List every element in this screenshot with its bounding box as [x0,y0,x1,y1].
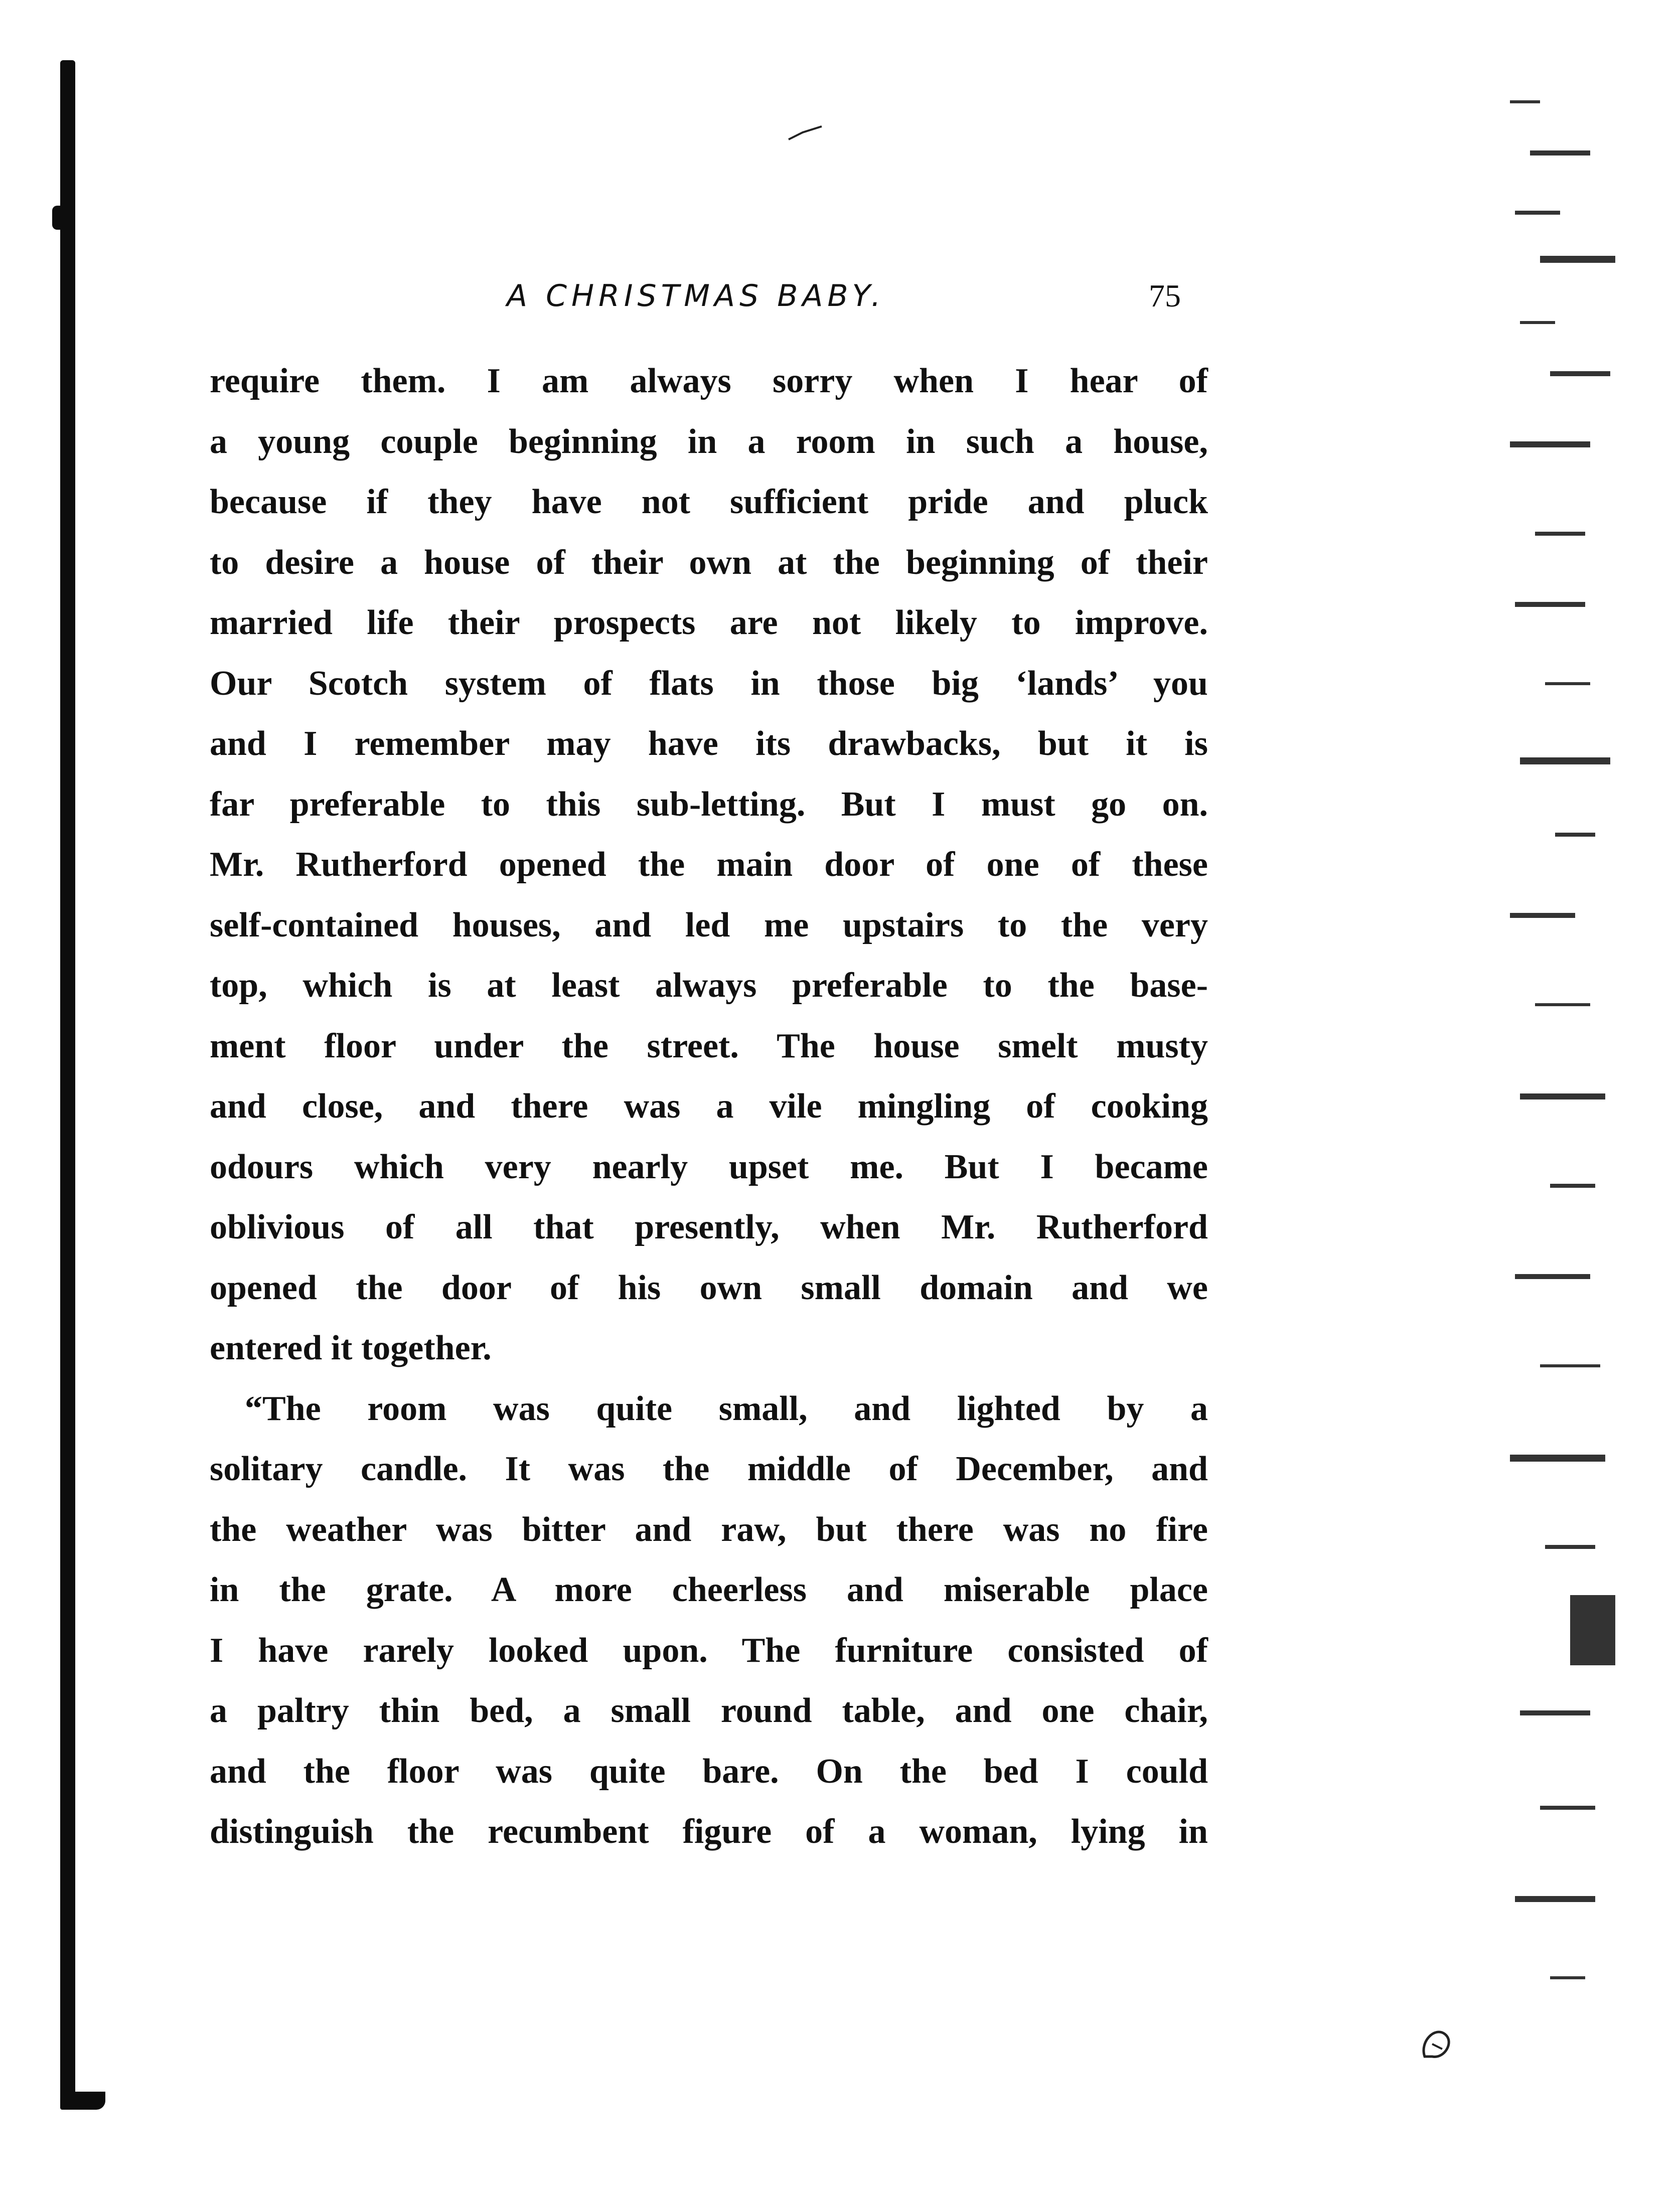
body-text [210,351,1208,1862]
corner-ornament-icon [1415,2021,1460,2067]
scan-edge-noise [1500,90,1635,2036]
text-line: distinguish the recumbent figure of a woman, lying in [210,1812,1208,1851]
text-line: the weather was bitter and raw, but there was no fire [210,1510,1208,1549]
text-line: a paltry thin bed, a small round table, and one chair, [210,1691,1208,1730]
text-line: Our Scotch system of flats in those big ‘lands’ you [210,664,1208,703]
running-header [0,273,1680,334]
text-line: I have rarely looked upon. The furniture consisted of [210,1631,1208,1670]
binding-nick [52,206,63,230]
text-line: and the floor was quite bare. On the bed I could [210,1752,1208,1791]
page-number: 75 [1149,278,1181,313]
running-title: A CHRISTMAS BABY. [507,278,885,313]
text-line: because if they have not sufficient pride and pluck [210,483,1208,521]
text-line: Mr. Rutherford opened the main door of one of these [210,845,1208,884]
text-line: to desire a house of their own at the beginning of their [210,543,1208,582]
text-line: and I remember may have its drawbacks, but it is [210,724,1208,763]
text-line: “The room was quite small, and lighted by a [245,1389,1208,1428]
text-line: self-contained houses, and led me upstairs to the very [210,905,1208,945]
text-line: opened the door of his own small domain and we [210,1268,1208,1307]
text-line: entered it together. [210,1329,492,1367]
binding-foot [60,2092,105,2110]
text-line: top, which is at least always preferable to the base- [210,966,1208,1005]
text-line: in the grate. A more cheerless and miserable place [210,1570,1208,1609]
text-line: require them. I am always sorry when I hear of [210,362,1208,400]
text-line: a young couple beginning in a room in such a house, [210,422,1208,461]
text-line: and close, and there was a vile mingling of cooking [210,1087,1208,1126]
text-line: married life their prospects are not likely to improve. [210,603,1208,642]
text-line: odours which very nearly upset me. But I became [210,1147,1208,1186]
text-line: ment floor under the street. The house smelt musty [210,1026,1208,1065]
stray-pen-mark [788,125,823,140]
binding-edge [60,60,75,2107]
text-line: far preferable to this sub-letting. But I must go on. [210,784,1208,824]
text-line: oblivious of all that presently, when Mr. Rutherford [210,1208,1208,1246]
text-line: solitary candle. It was the middle of December, and [210,1450,1208,1488]
